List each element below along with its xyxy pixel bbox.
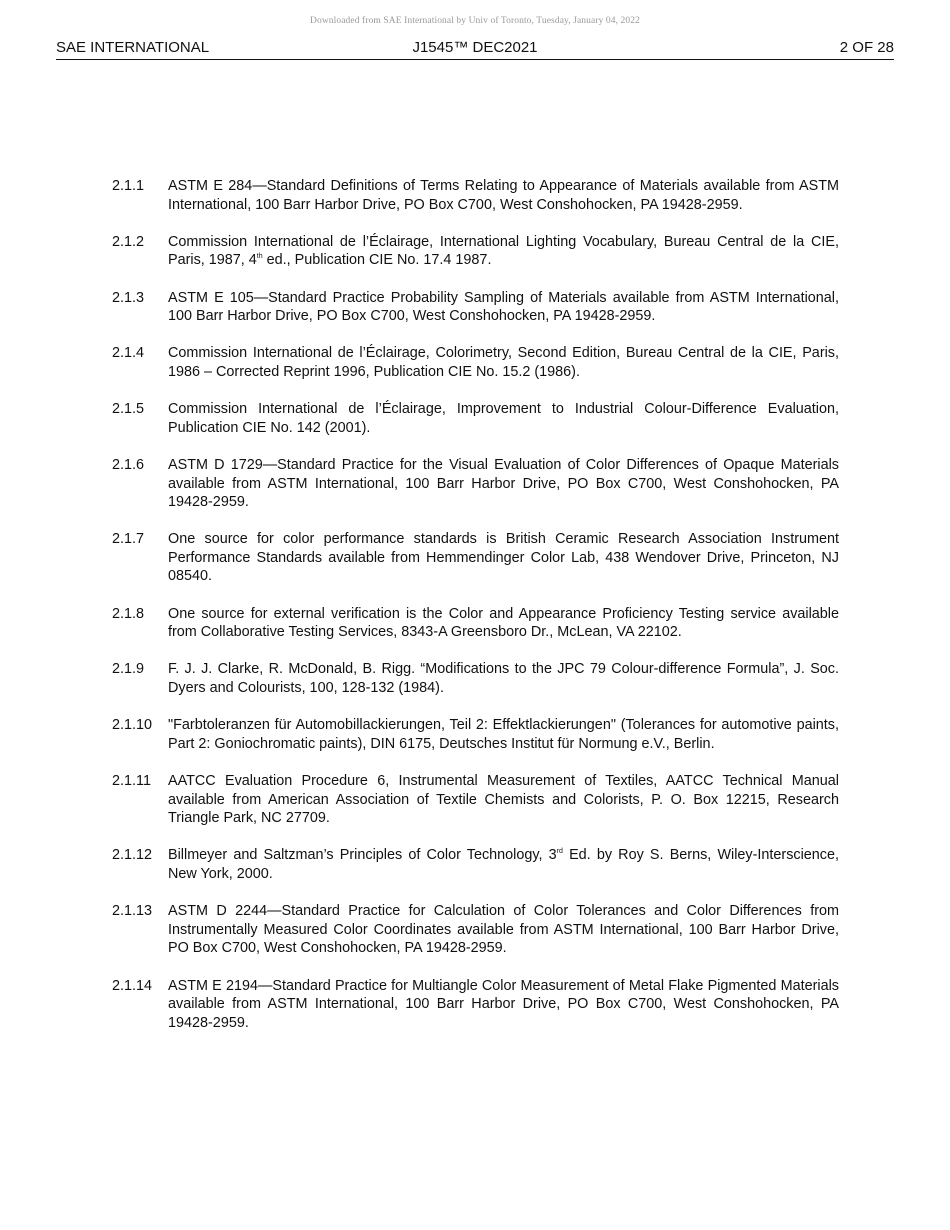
reference-number: 2.1.2 xyxy=(112,233,145,250)
reference-item xyxy=(112,716,839,753)
reference-text: Commission International de l’Éclairage, Colorimetry, Second Edition, Bureau Central de la CIE, Paris, 1986 – Corrected Reprint 1996, Publication CIE No. 15.2 (1986). xyxy=(168,345,839,380)
reference-text-part: ed., Publication CIE No. 17.4 1987. xyxy=(262,252,492,269)
download-notice: Downloaded from SAE International by Univ of Toronto, Tuesday, January 04, 2022 xyxy=(310,16,640,26)
page-header xyxy=(56,38,894,60)
reference-number: 2.1.12 xyxy=(112,847,153,864)
reference-text: ASTM D 1729—Standard Practice for the Visual Evaluation of Color Differences of Opaque Materials available from ASTM International, 100 Barr Harbor Drive, PO Box C700, West Conshohocken, PA 19428-2959. xyxy=(168,456,839,511)
ordinal-superscript: th xyxy=(256,253,263,261)
reference-item xyxy=(112,902,839,958)
reference-text xyxy=(168,233,839,270)
reference-item xyxy=(112,456,839,512)
reference-list xyxy=(112,177,839,1051)
reference-number: 2.1.10 xyxy=(112,717,153,734)
reference-number: 2.1.5 xyxy=(112,401,145,418)
reference-item xyxy=(112,977,839,1033)
reference-text-part: Billmeyer and Saltzman’s Principles of Color Technology, 3 xyxy=(168,847,557,864)
reference-number: 2.1.1 xyxy=(112,178,145,194)
header-page-number: 2 OF 28 xyxy=(839,39,894,56)
reference-number: 2.1.13 xyxy=(112,903,153,920)
reference-text xyxy=(168,846,839,883)
reference-number: 2.1.4 xyxy=(112,345,145,362)
reference-number: 2.1.14 xyxy=(112,977,153,994)
reference-number: 2.1.9 xyxy=(112,661,145,678)
reference-number: 2.1.6 xyxy=(112,456,145,473)
reference-number: 2.1.7 xyxy=(112,531,145,548)
reference-item xyxy=(112,660,839,697)
reference-item xyxy=(112,177,839,214)
reference-text-part: Commission International de l’Éclairage, International Lighting Vocabulary, Bureau Central de la CIE, Paris, 1987, 4 xyxy=(168,233,839,269)
reference-item xyxy=(112,846,839,883)
reference-text: One source for external verification is the Color and Appearance Proficiency Testing service available from Collaborative Testing Services, 8343-A Greensboro Dr., McLean, VA 22102. xyxy=(168,605,839,641)
reference-item xyxy=(112,289,839,326)
reference-item xyxy=(112,400,839,437)
reference-text: Commission International de l’Éclairage, Improvement to Industrial Colour-Difference Evaluation, Publication CIE No. 142 (2001). xyxy=(168,401,839,436)
reference-number: 2.1.3 xyxy=(112,289,145,306)
reference-item xyxy=(112,344,839,381)
reference-text-part: Ed. by Roy S. Berns, Wiley-Interscience, New York, 2000. xyxy=(168,847,839,882)
header-document-id: J1545™ DEC2021 xyxy=(412,39,538,56)
reference-text: ASTM E 105—Standard Practice Probability Sampling of Materials available from ASTM International, 100 Barr Harbor Drive, PO Box C700, West Conshohocken, PA 19428-2959. xyxy=(168,289,839,325)
reference-text: ASTM D 2244—Standard Practice for Calculation of Color Tolerances and Color Differences from Instrumentally Measured Color Coordinates available from ASTM International, 100 Barr Harbor Drive, PO Box C700, West Conshohocken, PA 19428-2959. xyxy=(168,903,839,957)
reference-text: "Farbtoleranzen für Automobillackierungen, Teil 2: Effektlackierungen" (Tolerances for automotive paints, Part 2: Goniochromatic paints), DIN 6175, Deutsches Institut für Normung e.V., Berlin. xyxy=(168,717,839,752)
reference-number: 2.1.11 xyxy=(112,773,151,789)
reference-text: ASTM E 284—Standard Definitions of Terms Relating to Appearance of Materials available from ASTM International, 100 Barr Harbor Drive, PO Box C700, West Conshohocken, PA 19428-2959. xyxy=(168,178,839,213)
reference-item xyxy=(112,605,839,642)
header-organization: SAE INTERNATIONAL xyxy=(56,39,210,56)
reference-text: ASTM E 2194—Standard Practice for Multiangle Color Measurement of Metal Flake Pigmented Materials available from ASTM International, 100 Barr Harbor Drive, PO Box C700, West Conshohocken, PA 19428-2959. xyxy=(168,977,839,1031)
reference-item xyxy=(112,233,839,270)
reference-text: One source for color performance standards is British Ceramic Research Association Instrument Performance Standards available from Hemmendinger Color Lab, 438 Wendover Drive, Princeton, NJ 08540. xyxy=(168,531,839,585)
reference-text: F. J. J. Clarke, R. McDonald, B. Rigg. “Modifications to the JPC 79 Colour-difference Formula”, J. Soc. Dyers and Colourists, 100, 128-132 (1984). xyxy=(168,661,839,697)
reference-number: 2.1.8 xyxy=(112,605,145,622)
reference-item xyxy=(112,772,839,828)
reference-text: AATCC Evaluation Procedure 6, Instrumental Measurement of Textiles, AATCC Technical Manual available from American Association of Textile Chemists and Colorists, P. O. Box 12215, Research Triangle Park, NC 27709. xyxy=(168,773,839,827)
ordinal-superscript: rd xyxy=(556,848,563,856)
reference-item xyxy=(112,530,839,586)
